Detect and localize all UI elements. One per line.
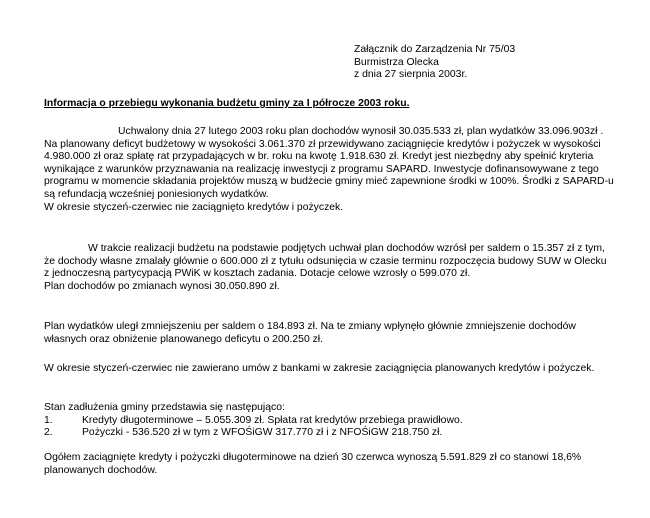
- paragraph-budget-plan: [44, 126, 614, 214]
- paragraph-text: W okresie styczeń-czerwiec nie zawierano umów z bankami w zakresie zaciągnięcia planowanych kredytów i pożyczek.: [44, 363, 595, 374]
- attachment-line-2: Burmistrza Olecka: [354, 56, 439, 68]
- list-item: [44, 427, 614, 440]
- document-title: Informacja o przebiegu wykonania budżetu gminy za I półrocze 2003 roku.: [44, 98, 410, 109]
- list-text: Kredyty długoterminowe – 5.055.309 zł. Spłata rat kredytów przebiega prawidłowo.: [82, 414, 463, 426]
- list-number: 2.: [44, 427, 53, 439]
- paragraph-debt-status: [44, 402, 614, 440]
- paragraph-text: Stan zadłużenia gminy przedstawia się następująco:: [44, 402, 285, 413]
- list-number: 1.: [44, 414, 53, 426]
- paragraph-text: Uchwalony dnia 27 lutego 2003 roku plan dochodów wynosił 30.035.533 zł, plan wydatków 33.096.903zł . Na planowany deficyt budżetowy w wysokości 3.061.370 zł przewidywano zaciągnięcie kredytów i pożyczek w wysokości 4.980.000 zł oraz spłatę rat przypadających w br. roku na kwotę 1.918.630 zł. Kredyt jest niezbędny aby spełnić kryteria wynikające z warunków przyznawania na realizację inwestycji z programu SAPARD. Inwestycje dofinansowywane z tego programu w momencie składania projektów muszą w budżecie gminy mieć zapewnione środki w 100%. Środki z SAPARD-u są refundacją wcześniej poniesionych wydatków.: [44, 126, 614, 200]
- attachment-line-1: Załącznik do Zarządzenia Nr 75/03: [354, 44, 516, 55]
- attachment-line-3: z dnia 27 sierpnia 2003r.: [354, 69, 468, 81]
- paragraph-text: W trakcie realizacji budżetu na podstawie podjętych uchwał plan dochodów wzrósł per saldem o 15.357 zł z tym, że dochody własne zmalały głównie o 600.000 zł z tytułu odsunięcia w czasie terminu rozpoczęcia budowy SUW w Olecku z jednoczesną partycypacją PWiK w kosztach zadania. Dotacje celowe wzrosły o 599.070 zł.: [44, 243, 607, 280]
- paragraph-text: Ogółem zaciągnięte kredyty i pożyczki długoterminowe na dzień 30 czerwca wynoszą 5.591.829 zł co stanowi 18,6% planowanych dochodów.: [44, 452, 582, 476]
- paragraph-expenditure: [44, 321, 614, 346]
- paragraph-text: W okresie styczeń-czerwiec nie zaciągnięto kredytów i pożyczek.: [44, 201, 344, 213]
- list-text: Pożyczki - 536.520 zł w tym z WFOŚiGW 317.770 zł i z NFOŚiGW 218.750 zł.: [82, 427, 443, 439]
- paragraph-bank-agreements: [44, 363, 614, 376]
- paragraph-text: Plan dochodów po zmianach wynosi 30.050.890 zł.: [44, 280, 280, 292]
- list-item: [44, 415, 614, 428]
- debt-list: [44, 415, 614, 440]
- attachment-header: [354, 44, 634, 82]
- paragraph-text: Plan wydatków uległ zmniejszeniu per saldem o 184.893 zł. Na te zmiany wpłynęło głównie zmniejszenie dochodów własnych oraz obniżenie planowanego deficytu o 200.250 zł.: [44, 321, 576, 345]
- paragraph-budget-changes: [44, 243, 614, 293]
- paragraph-total-debt: [44, 452, 614, 477]
